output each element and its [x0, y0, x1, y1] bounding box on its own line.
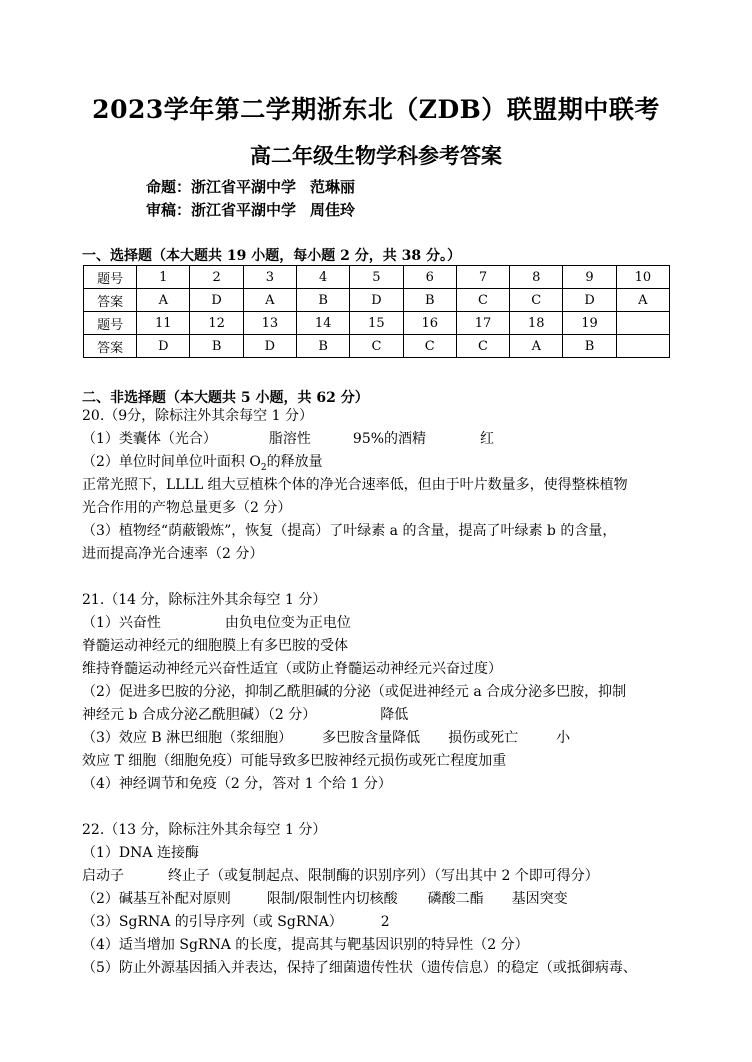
answer-table	[83, 265, 670, 358]
reviewer-line	[146, 199, 355, 220]
q22-answer-line: （4）适当增加 SgRNA 的长度，提高其与靶基因识别的特异性（2 分）	[82, 937, 529, 953]
table-cell: A	[243, 289, 296, 312]
table-row-label: 题号	[84, 266, 137, 289]
q20-answer-line: 光合作用的产物总量更多（2 分）	[82, 500, 292, 516]
q22-heading: 22.（13 分，除标注外其余每空 1 分）	[82, 822, 327, 838]
q21-answer-line: 维持脊髓运动神经元兴奋性适宜（或防止脊髓运动神经元兴奋过度）	[82, 661, 502, 677]
table-cell: 17	[456, 312, 509, 335]
answer-text: （2）单位时间单位叶面积 O	[82, 454, 261, 470]
table-cell: 15	[350, 312, 403, 335]
table-cell: 14	[297, 312, 350, 335]
table-cell: 6	[403, 266, 456, 289]
table-cell: 10	[616, 266, 669, 289]
answer-text: 2	[380, 914, 390, 930]
answer-text: （3）效应 B 淋巴细胞（浆细胞）	[82, 730, 293, 746]
table-row	[84, 289, 670, 312]
answer-text: 神经元 b 合成分泌乙酰胆碱）（2 分）	[82, 707, 317, 723]
q22-answer-line: （5）防止外源基因插入并表达，保持了细菌遗传性状（遗传信息）的稳定（或抵御病毒、	[82, 960, 637, 976]
subscript: 2	[260, 462, 267, 473]
table-cell: D	[243, 335, 296, 358]
q20-answer-line: 正常光照下，LLLL 组大豆植株个体的净光合速率低，但由于叶片数量多，使得整株植物	[82, 477, 628, 493]
answer-text: 降低	[380, 707, 409, 723]
document-title: 2023学年第二学期浙东北（ZDB）联盟期中联考	[92, 95, 660, 124]
q20-answer-line	[82, 452, 323, 478]
answer-text: 95%的酒精	[352, 431, 427, 447]
table-cell: C	[510, 289, 563, 312]
table-cell: B	[190, 335, 243, 358]
answer-text: 多巴胺含量降低	[322, 730, 421, 746]
table-cell: A	[510, 335, 563, 358]
q21-answer-line: 效应 T 细胞（细胞免疫）可能导致多巴胺神经元损伤或死亡程度加重	[82, 753, 507, 769]
table-cell: 11	[137, 312, 190, 335]
q21-answer-line: （4）神经调节和免疫（2 分，答对 1 个给 1 分）	[82, 776, 392, 792]
author-name: 范琳丽	[310, 178, 356, 196]
table-cell: B	[403, 289, 456, 312]
table-cell: B	[297, 289, 350, 312]
q20-answer-line: 进而提高净光合速率（2 分）	[82, 546, 264, 562]
author-label: 命题：浙江省平湖中学	[146, 178, 297, 196]
answer-text: 终止子（或复制起点、限制酶的识别序列）（写出其中 2 个即可得分）	[168, 868, 599, 884]
table-cell: 3	[243, 266, 296, 289]
answer-text: 基因突变	[511, 891, 568, 907]
answer-text: 磷酸二酯	[427, 891, 484, 907]
table-cell: D	[350, 289, 403, 312]
q21-answer-line	[82, 705, 408, 725]
answer-text: 启动子	[82, 868, 124, 884]
table-cell: B	[563, 335, 616, 358]
q22-answer-line: （1）DNA 连接酶	[82, 845, 199, 861]
table-cell: 4	[297, 266, 350, 289]
q21-heading: 21.（14 分，除标注外其余每空 1 分）	[82, 592, 327, 608]
author-line	[146, 176, 355, 197]
answer-text: （3）SgRNA 的引导序列（或 SgRNA）	[82, 914, 343, 930]
q22-answer-line	[82, 889, 568, 909]
table-row-label: 答案	[84, 289, 137, 312]
table-cell: 5	[350, 266, 403, 289]
reviewer-label: 审稿：浙江省平湖中学	[146, 201, 297, 219]
table-row	[84, 312, 670, 335]
table-cell: 2	[190, 266, 243, 289]
table-cell: D	[563, 289, 616, 312]
table-cell: 16	[403, 312, 456, 335]
table-row	[84, 266, 670, 289]
section1-heading: 一、选择题（本大题共 19 小题，每小题 2 分，共 38 分。）	[82, 248, 461, 264]
table-cell: A	[137, 289, 190, 312]
table-cell: C	[456, 335, 509, 358]
table-row-label: 题号	[84, 312, 137, 335]
q21-answer-line	[82, 728, 570, 748]
answer-text: 由负电位变为正电位	[224, 615, 351, 631]
section2-heading: 二、非选择题（本大题共 5 小题，共 62 分）	[82, 390, 369, 406]
q22-answer-line	[82, 866, 599, 886]
table-row-label: 答案	[84, 335, 137, 358]
table-cell	[616, 335, 669, 358]
answer-text: （1）兴奋性	[82, 615, 161, 631]
table-cell	[616, 312, 669, 335]
table-cell: C	[403, 335, 456, 358]
q20-heading: 20.（9分，除标注外其余每空 1 分）	[82, 408, 313, 424]
table-cell: 18	[510, 312, 563, 335]
table-cell: D	[190, 289, 243, 312]
q21-answer-line: 脊髓运动神经元的细胞膜上有多巴胺的受体	[82, 638, 348, 654]
q22-answer-line	[82, 912, 390, 932]
answer-text: 脂溶性	[268, 431, 311, 447]
answer-text: 损伤或死亡	[448, 730, 519, 746]
q20-answer-line	[82, 429, 494, 449]
table-cell: 7	[456, 266, 509, 289]
table-cell: A	[616, 289, 669, 312]
reviewer-name: 周佳玲	[310, 201, 356, 219]
table-cell: 13	[243, 312, 296, 335]
table-row	[84, 335, 670, 358]
table-cell: C	[350, 335, 403, 358]
q21-answer-line	[82, 613, 351, 633]
answer-text: 限制/限制性内切核酸	[266, 891, 398, 907]
table-cell: 12	[190, 312, 243, 335]
answer-text: （1）类囊体（光合）	[82, 431, 217, 447]
answer-text: 红	[480, 431, 495, 447]
table-cell: C	[456, 289, 509, 312]
table-cell: D	[137, 335, 190, 358]
document-subtitle: 高二年级生物学科参考答案	[250, 143, 502, 168]
table-cell: B	[297, 335, 350, 358]
table-cell: 8	[510, 266, 563, 289]
answer-text: 的释放量	[266, 454, 323, 470]
answer-text: （2）碱基互补配对原则	[82, 891, 231, 907]
answer-text: 小	[556, 730, 571, 746]
table-cell: 1	[137, 266, 190, 289]
table-cell: 9	[563, 266, 616, 289]
q20-answer-line: （3）植物经“荫蔽锻炼”，恢复（提高）了叶绿素 a 的含量，提高了叶绿素 b 的含量，	[82, 523, 617, 539]
q21-answer-line: （2）促进多巴胺的分泌，抑制乙酰胆碱的分泌（或促进神经元 a 合成分泌多巴胺，抑制	[82, 684, 627, 700]
table-cell: 19	[563, 312, 616, 335]
